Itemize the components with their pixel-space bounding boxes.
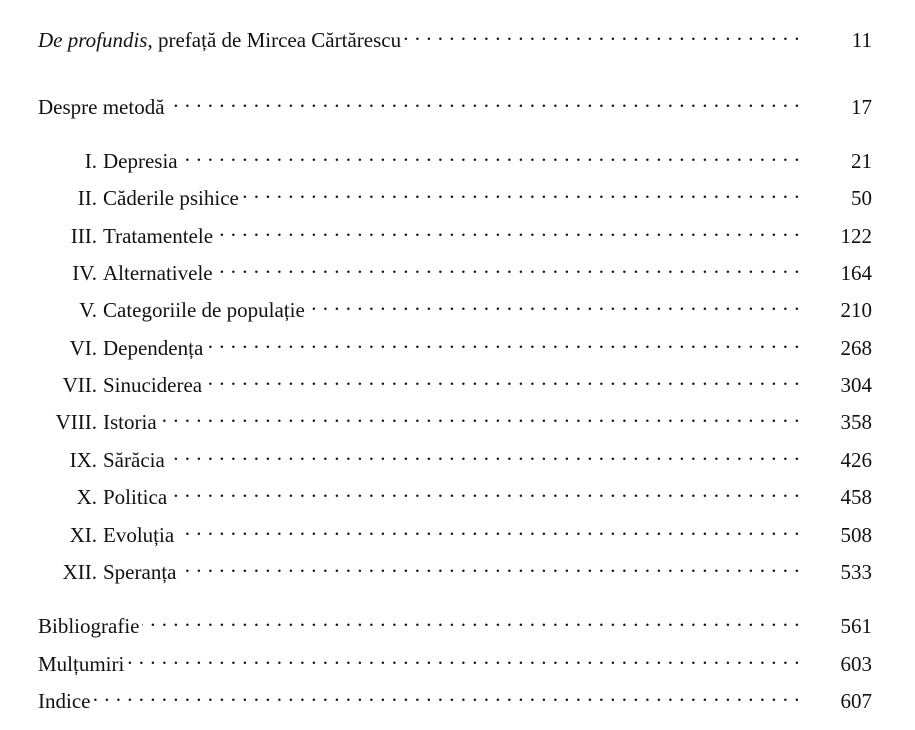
chapter-number: IV. xyxy=(72,261,97,285)
toc-entry-chapter[interactable] xyxy=(38,401,872,434)
toc-entry-chapter[interactable] xyxy=(38,215,872,248)
toc-entry-title: Sărăcia xyxy=(103,448,165,472)
dot-leader xyxy=(242,177,826,205)
chapter-number: III. xyxy=(70,224,97,248)
chapter-number: VIII. xyxy=(55,410,97,434)
toc-entry-page: 50 xyxy=(851,186,872,210)
toc-entry-chapter[interactable] xyxy=(38,252,872,285)
toc-entry-page: 210 xyxy=(840,298,872,322)
toc-entry-chapter[interactable] xyxy=(38,289,872,322)
toc-entry-page: 122 xyxy=(840,224,872,248)
toc-entry-page: 17 xyxy=(851,95,872,119)
toc-entry-title: Categoriile de populație xyxy=(103,298,305,322)
toc-entry-chapter[interactable] xyxy=(38,476,872,509)
toc-entry-backmatter[interactable] xyxy=(38,605,872,638)
dot-leader xyxy=(404,19,826,47)
dot-leader xyxy=(179,551,826,579)
toc-entry-title: Depresia xyxy=(103,149,178,173)
dot-leader xyxy=(206,327,826,355)
toc-entry-page: 304 xyxy=(840,373,872,397)
dot-leader xyxy=(177,514,826,542)
toc-entry-title: Mulțumiri xyxy=(38,652,125,676)
chapter-number: VII. xyxy=(62,373,97,397)
chapter-number: V. xyxy=(79,298,97,322)
toc-entry-title: Speranța xyxy=(103,560,177,584)
dot-leader xyxy=(93,680,826,708)
dot-leader xyxy=(216,215,826,243)
toc-entry-title: Alternativele xyxy=(103,261,213,285)
toc-entry-page: 268 xyxy=(840,336,872,360)
toc-entry-page: 533 xyxy=(840,560,872,584)
toc-entry-chapter[interactable] xyxy=(38,439,872,472)
toc-entry-page: 603 xyxy=(840,652,872,676)
toc-entry-chapter[interactable] xyxy=(38,177,872,210)
toc-entry-page: 607 xyxy=(840,689,872,713)
toc-entry-page: 358 xyxy=(840,410,872,434)
dot-leader xyxy=(142,605,826,633)
toc-entry-page: 426 xyxy=(840,448,872,472)
toc-entry-title: Despre metodă xyxy=(38,95,165,119)
toc-entry-title: Evoluția xyxy=(103,523,175,547)
toc-entry-page: 164 xyxy=(840,261,872,285)
chapter-number: XII. xyxy=(62,560,97,584)
dot-leader xyxy=(216,252,826,280)
toc-entry-chapter[interactable] xyxy=(38,140,872,173)
chapter-number: X. xyxy=(76,485,97,509)
dot-leader xyxy=(168,439,826,467)
toc-entry-backmatter[interactable] xyxy=(38,643,872,676)
toc-entry-title xyxy=(38,26,401,54)
dot-leader xyxy=(168,86,826,114)
toc-entry-title: Dependența xyxy=(103,336,204,360)
toc-entry-page: 21 xyxy=(851,149,872,173)
toc-entry-page: 561 xyxy=(840,614,872,638)
toc-entry-chapter[interactable] xyxy=(38,514,872,547)
toc-entry-chapter[interactable] xyxy=(38,551,872,584)
dot-leader xyxy=(127,643,826,671)
toc-entry-title: Istoria xyxy=(103,410,157,434)
toc-entry-title: Politica xyxy=(103,485,168,509)
toc-entry-preface[interactable] xyxy=(38,19,872,52)
chapter-number: VI. xyxy=(69,336,97,360)
toc-entry-backmatter[interactable] xyxy=(38,680,872,713)
toc-entry-title: Căderile psihice xyxy=(103,186,239,210)
chapter-number: IX. xyxy=(69,448,97,472)
toc-entry-page: 458 xyxy=(840,485,872,509)
toc-entry-title: Bibliografie xyxy=(38,614,140,638)
toc-entry-chapter[interactable] xyxy=(38,327,872,360)
dot-leader xyxy=(160,401,826,429)
chapter-number: XI. xyxy=(69,523,97,547)
toc-entry-title-rest: , prefață de Mircea Cărtărescu xyxy=(147,28,402,52)
toc-entry-title: Sinuciderea xyxy=(103,373,203,397)
dot-leader xyxy=(308,289,826,317)
toc-entry-title-italic: De profundis xyxy=(38,28,148,52)
chapter-number: I. xyxy=(84,149,97,173)
toc-entry-title: Tratamentele xyxy=(103,224,214,248)
dot-leader xyxy=(181,140,826,168)
dot-leader xyxy=(205,364,826,392)
chapter-number: II. xyxy=(77,186,97,210)
toc-entry-method[interactable] xyxy=(38,86,872,119)
toc-entry-page: 11 xyxy=(851,28,872,52)
toc-entry-title: Indice xyxy=(38,689,91,713)
toc-entry-chapter[interactable] xyxy=(38,364,872,397)
dot-leader xyxy=(170,476,826,504)
toc-entry-page: 508 xyxy=(840,523,872,547)
